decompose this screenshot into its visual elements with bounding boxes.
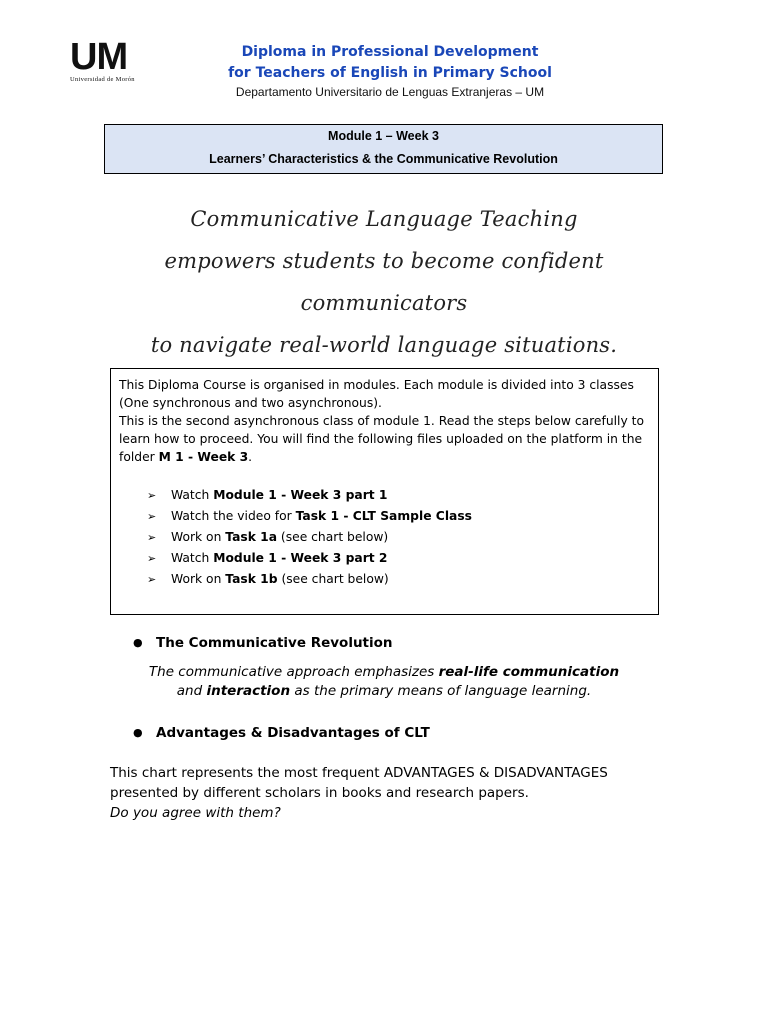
info-paragraph-2 (119, 412, 650, 466)
steps-list (119, 485, 650, 590)
step-text: Watch the video for Task 1 - CLT Sample Class (171, 509, 472, 523)
arrow-bullet-icon: ➢ (147, 552, 157, 565)
step-item (147, 548, 650, 569)
logo-mark: UM (70, 36, 128, 78)
module-banner (104, 124, 663, 174)
info-p2-text: This is the second asynchronous class of module 1. Read the steps below carefully to learn how to proceed. You will find the following files uploaded on the platform in the folder (119, 414, 644, 464)
arrow-bullet-icon: ➢ (147, 573, 157, 586)
arrow-bullet-icon: ➢ (147, 531, 157, 544)
step-item (147, 485, 650, 506)
quote-line1: Communicative Language Teaching (190, 207, 578, 231)
heading-text: Advantages & Disadvantages of CLT (156, 725, 430, 741)
clt-quote (80, 198, 688, 366)
info-paragraph-1: This Diploma Course is organised in modules. Each module is divided into 3 classes (One synchronous and two asynchronous). (119, 378, 634, 410)
step-text: Watch Module 1 - Week 3 part 2 (171, 551, 388, 565)
diploma-title-line2: for Teachers of English in Primary School (228, 65, 552, 81)
step-item (147, 506, 650, 527)
revolution-statement (110, 663, 658, 701)
bullet-icon: ● (133, 726, 143, 739)
info-p2-end: . (248, 450, 253, 464)
step-text: Work on Task 1a (see chart below) (171, 530, 389, 544)
step-item (147, 527, 650, 548)
quote-line3: to navigate real-world language situations. (150, 333, 618, 357)
department-name: Departamento Universitario de Lenguas Extranjeras – UM (235, 85, 545, 99)
module-topic: Learners’ Characteristics & the Communicative Revolution (209, 152, 558, 166)
intro-question: Do you agree with them? (110, 805, 281, 821)
heading-text: The Communicative Revolution (156, 635, 393, 651)
module-week: Module 1 – Week 3 (328, 129, 439, 143)
intro-line1: This chart represents the most frequent ADVANTAGES & DISADVANTAGES (110, 765, 608, 781)
arrow-bullet-icon: ➢ (147, 510, 157, 523)
course-info-box (110, 368, 659, 615)
section-heading-revolution (133, 633, 393, 653)
university-logo (70, 38, 150, 83)
statement-line2: and interaction as the primary means of language learning. (176, 683, 592, 699)
diploma-title-line1: Diploma in Professional Development (241, 44, 539, 60)
section-heading-advantages (133, 723, 430, 743)
chart-intro-text (110, 763, 690, 823)
document-header (190, 42, 590, 100)
intro-line2: presented by different scholars in books and research papers. (110, 785, 529, 801)
step-text: Watch Module 1 - Week 3 part 1 (171, 488, 388, 502)
quote-line2: empowers students to become confident communicators (164, 249, 604, 315)
arrow-bullet-icon: ➢ (147, 489, 157, 502)
bullet-icon: ● (133, 636, 143, 649)
logo-subtitle: Universidad de Morón (70, 76, 135, 83)
step-text: Work on Task 1b (see chart below) (171, 572, 389, 586)
step-item (147, 569, 650, 590)
statement-line1: The communicative approach emphasizes real-life communication (148, 664, 620, 680)
folder-name: M 1 - Week 3 (158, 450, 249, 464)
